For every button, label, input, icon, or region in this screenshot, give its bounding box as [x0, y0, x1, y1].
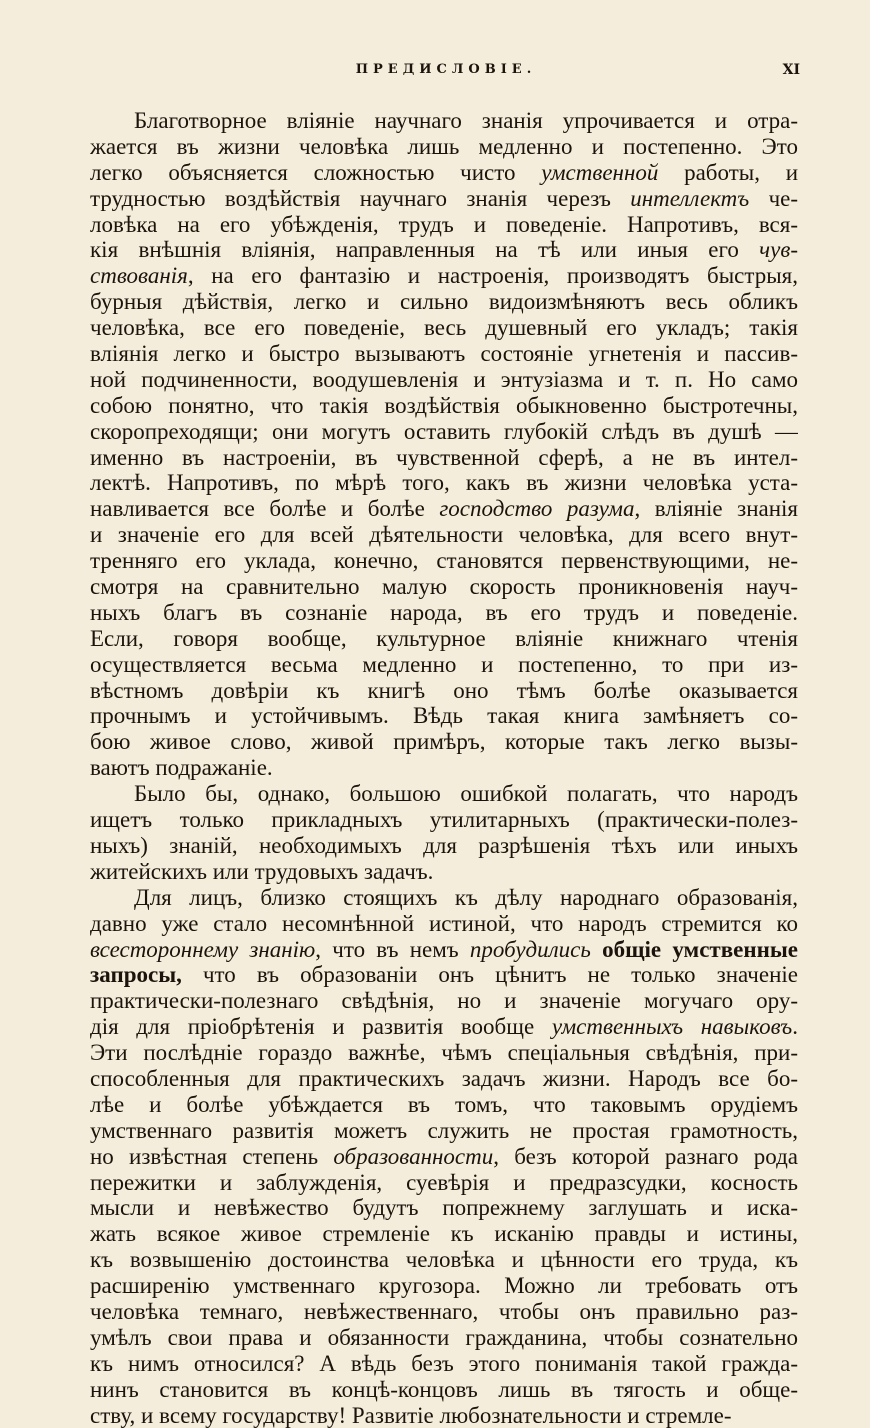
- text-line: [90, 212, 798, 238]
- text-line: [90, 911, 798, 937]
- text-run: запросы,: [90, 962, 182, 988]
- text-run: вѣстномъ довѣріи къ книгѣ оно тѣмъ болѣе оказывается: [90, 677, 798, 703]
- text-run: Эти послѣдніе гораздо важнѣе, чѣмъ спеціальныя свѣдѣнія, при-: [90, 1040, 798, 1066]
- text-run: человѣка, все его поведеніе, весь душевный его укладъ; такія: [90, 315, 798, 341]
- text-line: [90, 1221, 798, 1247]
- text-run: пробудились: [469, 936, 591, 962]
- text-run: ваютъ подражаніе.: [90, 755, 273, 781]
- text-run: расширенію умственнаго кругозора. Можно ли требовать отъ: [90, 1273, 798, 1299]
- text-line: [90, 315, 798, 341]
- text-line: [90, 160, 798, 186]
- text-line: [90, 341, 798, 367]
- text-run: смотря на сравнительно малую скорость проникновенія науч-: [90, 574, 798, 600]
- text-line: [90, 1299, 798, 1325]
- text-line: [90, 470, 798, 496]
- text-line: [90, 134, 798, 160]
- text-run: навливается все болѣе и болѣе: [90, 496, 440, 522]
- text-run: вліянія легко и быстро вызываютъ состояніе угнетенія и пассив-: [90, 341, 798, 367]
- text-run: трудностью воздѣйствія научнаго знанія черезъ: [90, 185, 631, 211]
- text-line: [90, 703, 798, 729]
- text-run: всестороннему знанію: [90, 936, 316, 962]
- text-line: [90, 1170, 798, 1196]
- text-run: жать всякое живое стремленіе къ исканію правды и истины,: [90, 1221, 798, 1247]
- text-run: бою живое слово, живой примѣръ, которые такъ легко вызы-: [90, 729, 798, 755]
- text-line: [90, 1195, 798, 1221]
- text-run: умѣлъ свои права и обязанности гражданина, чтобы сознательно: [90, 1324, 798, 1350]
- text-run: ству, и всему государству! Развитіе любознательности и стремле-: [90, 1402, 732, 1428]
- text-line: [90, 263, 798, 289]
- text-run: давно уже стало несомнѣнной истиной, что народъ стремится ко: [90, 910, 798, 936]
- text-line: [90, 1403, 798, 1428]
- text-line: [90, 108, 798, 134]
- text-line: [90, 988, 798, 1014]
- text-run: лектѣ. Напротивъ, по мѣрѣ того, какъ въ жизни человѣка уста-: [90, 470, 798, 496]
- text-run: дія для пріобрѣтенія и развитія вообще: [90, 1014, 552, 1040]
- text-run: интеллектъ: [630, 185, 750, 211]
- text-run: собою понятно, что такія воздѣйствія обыкновенно быстротечны,: [90, 392, 798, 418]
- text-run: легко объясняется сложностью чисто: [90, 159, 542, 185]
- text-line: [90, 729, 798, 755]
- text-run: именно въ настроеніи, въ чувственной сферѣ, а не въ интел-: [90, 444, 798, 470]
- text-run: житейскихъ или трудовыхъ задачъ.: [90, 858, 434, 884]
- text-run: чув-: [759, 237, 798, 263]
- text-line: [90, 548, 798, 574]
- text-run: Для лицъ, близко стоящихъ къ дѣлу народнаго образованія,: [134, 884, 798, 910]
- text-line: [90, 962, 798, 988]
- text-run: господство разума: [439, 496, 635, 522]
- text-run: че-: [749, 185, 798, 211]
- text-line: [90, 652, 798, 678]
- paragraph: [90, 781, 798, 885]
- body-text: [90, 108, 798, 1428]
- text-line: [90, 781, 798, 807]
- text-run: ныхъ благъ въ сознаніе народа, въ его трудъ и поведеніе.: [90, 599, 798, 625]
- text-run: лѣе и болѣе убѣждается въ томъ, что таковымъ орудіемъ: [90, 1091, 798, 1117]
- text-line: [90, 1273, 798, 1299]
- text-run: общіе умственные: [602, 936, 798, 962]
- text-line: [90, 807, 798, 833]
- text-line: [90, 496, 798, 522]
- text-run: ловѣка на его убѣжденія, трудъ и поведеніе. Напротивъ, вся-: [90, 211, 798, 237]
- text-line: [90, 1040, 798, 1066]
- text-run: жается въ жизни человѣка лишь медленно и постепенно. Это: [90, 133, 798, 159]
- text-line: [90, 678, 798, 704]
- page-header: [92, 62, 800, 86]
- text-run: прочнымъ и устойчивымъ. Вѣдь такая книга замѣняетъ со-: [90, 703, 798, 729]
- text-line: [90, 237, 798, 263]
- text-run: Было бы, однако, большою ошибкой полагать, что народъ: [134, 781, 798, 807]
- paragraph: [90, 885, 798, 1428]
- text-run: , что въ немъ: [315, 936, 470, 962]
- text-line: [90, 1144, 798, 1170]
- text-run: , безъ которой разнаго рода: [493, 1143, 798, 1169]
- text-run: , на его фантазію и настроенія, производятъ быстрыя,: [187, 263, 798, 289]
- text-run: работы, и: [658, 159, 798, 185]
- text-line: [90, 600, 798, 626]
- text-run: бурныя дѣйствія, легко и сильно видоизмѣняютъ весь обликъ: [90, 289, 798, 315]
- text-line: [90, 574, 798, 600]
- text-run: практически-полезнаго свѣдѣнія, но и значеніе могучаго ору-: [90, 988, 798, 1014]
- text-line: [90, 419, 798, 445]
- text-line: [90, 1247, 798, 1273]
- text-line: [90, 1351, 798, 1377]
- text-run: .: [792, 1014, 798, 1040]
- text-run: Благотворное вліяніе научнаго знанія упрочивается и отра-: [134, 108, 798, 133]
- text-line: [90, 445, 798, 471]
- text-run: , вліяніе знанія: [634, 496, 798, 522]
- text-run: человѣка темнаго, невѣжественнаго, чтобы онъ правильно раз-: [90, 1298, 798, 1324]
- text-line: [90, 522, 798, 548]
- text-run: тренняго его уклада, конечно, становятся первенствующими, не-: [90, 548, 798, 574]
- text-line: [90, 1325, 798, 1351]
- text-line: [90, 186, 798, 212]
- text-run: умственнаго развитія можетъ служить не простая грамотность,: [90, 1117, 798, 1143]
- text-line: [90, 859, 798, 885]
- text-run: Если, говоря вообще, культурное вліяніе книжнаго чтенія: [90, 625, 798, 651]
- text-run: ствованія: [90, 263, 188, 289]
- paragraph: [90, 108, 798, 781]
- text-line: [90, 937, 798, 963]
- text-run: скоропреходящи; они могутъ оставить глубокій слѣдъ въ душѣ —: [90, 418, 798, 444]
- text-run: [591, 937, 602, 962]
- text-line: [90, 1092, 798, 1118]
- text-run: ныхъ) знаній, необходимыхъ для разрѣшенія тѣхъ или иныхъ: [90, 832, 798, 858]
- text-line: [90, 367, 798, 393]
- text-run: осуществляется весьма медленно и постепенно, то при из-: [90, 651, 798, 677]
- text-line: [90, 1014, 798, 1040]
- text-line: [90, 626, 798, 652]
- text-line: [90, 833, 798, 859]
- text-line: [90, 1118, 798, 1144]
- page-number: XI: [782, 62, 800, 78]
- running-head: ПРЕДИСЛОВІЕ.: [355, 62, 537, 77]
- text-run: къ нимъ относился? А вѣдь безъ этого пониманія такой гражда-: [90, 1350, 798, 1376]
- text-line: [90, 885, 798, 911]
- text-line: [90, 1377, 798, 1403]
- text-run: пережитки и заблужденія, суевѣрія и предразсудки, косность: [90, 1169, 798, 1195]
- text-run: къ возвышенію достоинства человѣка и цѣнности его труда, къ: [90, 1247, 798, 1273]
- text-line: [90, 1066, 798, 1092]
- text-run: умственныхъ навыковъ: [551, 1014, 793, 1040]
- text-run: ной подчиненности, воодушевленія и энтузіазма и т. п. Но само: [90, 366, 798, 392]
- text-run: и значеніе его для всей дѣятельности человѣка, для всего внут-: [90, 522, 798, 548]
- text-run: но извѣстная степень: [90, 1143, 334, 1169]
- text-run: ищетъ только прикладныхъ утилитарныхъ (практически-полез-: [90, 807, 798, 833]
- text-run: образованности: [333, 1143, 494, 1169]
- text-run: что въ образованіи онъ цѣнитъ не только значеніе: [181, 962, 798, 988]
- text-run: способленныя для практическихъ задачъ жизни. Народъ все бо-: [90, 1065, 798, 1091]
- text-line: [90, 755, 798, 781]
- text-run: мысли и невѣжество будутъ попрежнему заглушать и иска-: [90, 1195, 798, 1221]
- text-line: [90, 393, 798, 419]
- text-run: умственной: [541, 159, 659, 185]
- text-run: нинъ становится въ концѣ-концовъ лишь въ тягость и обще-: [90, 1376, 798, 1402]
- text-run: кія внѣшнія вліянія, направленныя на тѣ или иныя его: [90, 237, 760, 263]
- text-line: [90, 289, 798, 315]
